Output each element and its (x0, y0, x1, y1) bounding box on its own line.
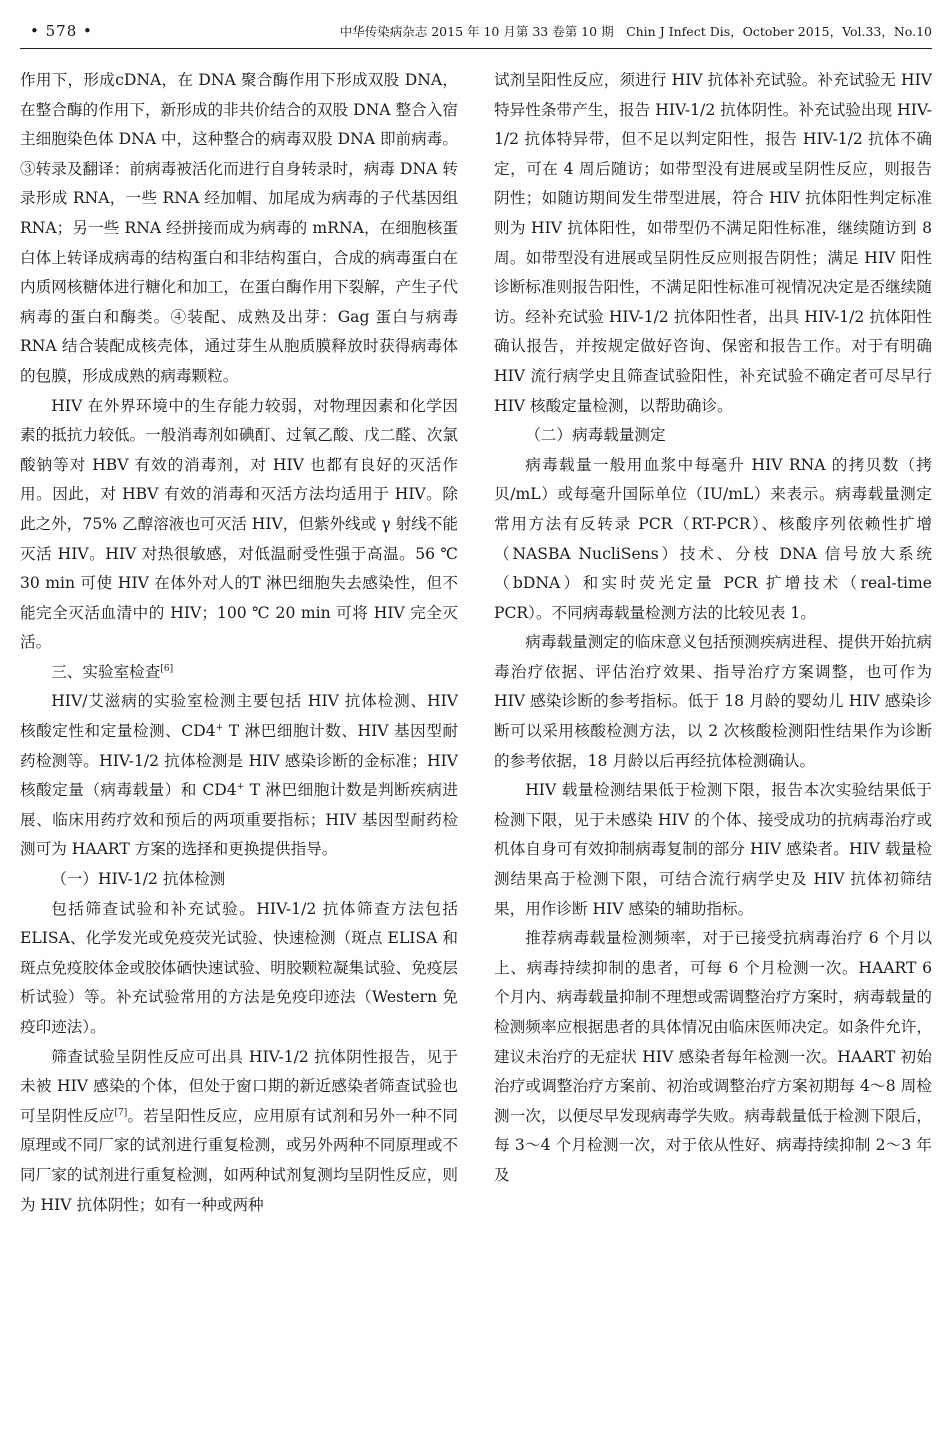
text-run: HIV/艾滋病的实验室检测主要包括 HIV 抗体检测、HIV 核酸定性和定量检测、CD4 (20, 692, 458, 741)
paragraph-screening-methods: 包括筛查试验和补充试验。HIV-1/2 抗体筛查方法包括 ELISA、化学发光或免疫荧光试验、快速检测（斑点 ELISA 和斑点免疫胶体金或胶体硒快速试验、明胶颗粒凝集试验、免疫层析试验）等。补充试验常用的方法是免疫印迹法（Western 免疫印迹法）。 (20, 899, 458, 1036)
superscript-plus: + (236, 782, 245, 793)
paragraph-viral-load-methods: 病毒载量一般用血浆中每毫升 HIV RNA 的拷贝数（拷贝/mL）或每毫升国际单位（IU/mL）来表示。病毒载量测定常用方法有反转录 PCR（RT-PCR）、核酸序列依赖性扩增（NASBA NucliSens）技术、分枝 DNA 信号放大系统（bDNA）和实时荧光定量 PCR 扩增技术（real-time PCR）。不同病毒载量检测方法的比较见表 1。 (494, 455, 932, 622)
paragraph-hiv-resistance: HIV 在外界环境中的生存能力较弱，对物理因素和化学因素的抵抗力较低。一般消毒剂如碘酊、过氧乙酸、戊二醛、次氯酸钠等对 HBV 有效的消毒剂，对 HIV 也都有良好的灭活作用。因此，对 HBV 有效的消毒和灭活方法均适用于 HIV。除此之外，75% 乙醇溶液也可灭活 HIV，但紫外线或 γ 射线不能灭活 HIV。HIV 对热很敏感，对低温耐受性强于高温。56 ℃ 30 min 可使 HIV 在体外对人的T 淋巴细胞失去感染性，但不能完全灭活血清中的 HIV；100 ℃ 20 min 可将 HIV 完全灭活。 (20, 396, 458, 652)
superscript-plus: + (215, 722, 224, 733)
right-column (494, 66, 932, 1191)
page-number: • 578 • (30, 22, 93, 40)
text-run: 筛查试验呈阴性反应可出具 HIV-1/2 抗体阴性报告，见于未被 HIV 感染的个体，但处于窗口期的新近感染者筛查试验也可呈阴性反应 (20, 1047, 458, 1125)
heading-text: 三、实验室检查 (51, 662, 161, 681)
text-run: 。若呈阳性反应，应用原有试剂和另外一种不同原理或不同厂家的试剂进行重复检测，或另外两种不同原理或不同厂家的试剂进行重复检测，如两种试剂复测均呈阴性反应，则为 HIV 抗体阴性；如有一种或两种 (20, 1106, 458, 1214)
text-run: T 淋巴细胞计数、HIV 基因型耐药检测等。HIV-1/2 抗体检测是 HIV 感染诊断的金标准；HIV 核酸定量（病毒载量）和 CD4 (20, 722, 458, 800)
header-rule (20, 48, 932, 49)
citation-ref: [7] (114, 1107, 128, 1118)
paragraph-viral-load-results: HIV 载量检测结果低于检测下限，报告本次实验结果低于检测下限，见于未感染 HIV 的个体、接受成功的抗病毒治疗或机体自身可有效抑制病毒复制的部分 HIV 感染者。HIV 载量检测结果高于检测下限，可结合流行病学史及 HIV 抗体初筛结果，用作诊断 HIV 感染的辅助指标。 (494, 781, 932, 918)
paragraph-viral-load-frequency: 推荐病毒载量检测频率，对于已接受抗病毒治疗 6 个月以上、病毒持续抑制的患者，可每 6 个月检测一次。HAART 6 个月内、病毒载量抑制不理想或需调整治疗方案时，病毒载量的检测频率应根据患者的具体情况由临床医师决定。如条件允许，建议未治疗的无症状 HIV 感染者每年检测一次。HAART 初始治疗或调整治疗方案前、初治或调整治疗方案初期每 4～8 周检测一次，以便尽早发现病毒学失败。病毒载量低于检测下限后，每 3～4 个月检测一次，对于依从性好、病毒持续抑制 2～3 年及 (494, 929, 932, 1184)
journal-running-head: 中华传染病杂志 2015 年 10 月第 33 卷第 10 期 Chin J Infect Dis，October 2015，Vol.33，No.10 (339, 24, 932, 39)
text-run: T 淋巴细胞计数是判断疾病进展、临床用药疗效和预后的两项重要指标；HIV 基因型耐药检测可为 HAART 方案的选择和更换提供指导。 (20, 781, 458, 859)
left-column (20, 66, 458, 1220)
paragraph-hiv-replication: 作用下，形成cDNA，在 DNA 聚合酶作用下形成双股 DNA，在整合酶的作用下，新形成的非共价结合的双股 DNA 整合入宿主细胞染色体 DNA 中，这种整合的病毒双股 DNA 即前病毒。③转录及翻译：前病毒被活化而进行自身转录时，病毒 DNA 转录形成 RNA，一些 RNA 经加帽、加尾成为病毒的子代基因组 RNA；另一些 RNA 经拼接而成为病毒的 mRNA，在细胞核蛋白体上转译成病毒的结构蛋白和非结构蛋白，合成的病毒蛋白在内质网核糖体进行糖化和加工，在蛋白酶作用下裂解，产生子代病毒的蛋白和酶类。④装配、成熟及出芽：Gag 蛋白与病毒 RNA 结合装配成核壳体，通过芽生从胞质膜释放时获得病毒体的包膜，形成成熟的病毒颗粒。 (20, 71, 458, 385)
section-heading-lab-tests (20, 658, 458, 688)
paragraph-lab-overview (20, 687, 458, 865)
page-header (20, 20, 932, 48)
paragraph-supplementary-test: 试剂呈阳性反应，须进行 HIV 抗体补充试验。补充试验无 HIV 特异性条带产生，报告 HIV-1/2 抗体阴性。补充试验出现 HIV-1/2 抗体特异带，但不足以判定阳性，报告 HIV-1/2 抗体不确定，可在 4 周后随访；如带型没有进展或呈阴性反应，则报告阴性；如随访期间发生带型进展，符合 HIV 抗体阳性判定标准则为 HIV 抗体阳性，如带型仍不满足阳性标准，继续随访到 8 周。如带型没有进展或呈阴性反应则报告阴性；满足 HIV 阳性诊断标准则报告阳性，不满足阳性标准可视情况决定是否继续随访。经补充试验 HIV-1/2 抗体阳性者，出具 HIV-1/2 抗体阳性确认报告，并按规定做好咨询、保密和报告工作。对于有明确 HIV 流行病学史且筛查试验阳性，补充试验不确定者可尽早行 HIV 核酸定量检测，以帮助确诊。 (494, 71, 932, 415)
subsection-heading-viral-load: （二）病毒载量测定 (525, 426, 666, 445)
paragraph-screening-results (20, 1043, 458, 1221)
citation-ref: [6] (160, 663, 174, 674)
subsection-heading-antibody: （一）HIV-1/2 抗体检测 (51, 870, 226, 889)
paragraph-viral-load-significance: 病毒载量测定的临床意义包括预测疾病进程、提供开始抗病毒治疗依据、评估治疗效果、指导治疗方案调整，也可作为 HIV 感染诊断的参考指标。低于 18 月龄的婴幼儿 HIV 感染诊断可以采用核酸检测方法，以 2 次核酸检测阳性结果作为诊断的参考依据，18 月龄以后再经抗体检测确认。 (494, 633, 932, 770)
